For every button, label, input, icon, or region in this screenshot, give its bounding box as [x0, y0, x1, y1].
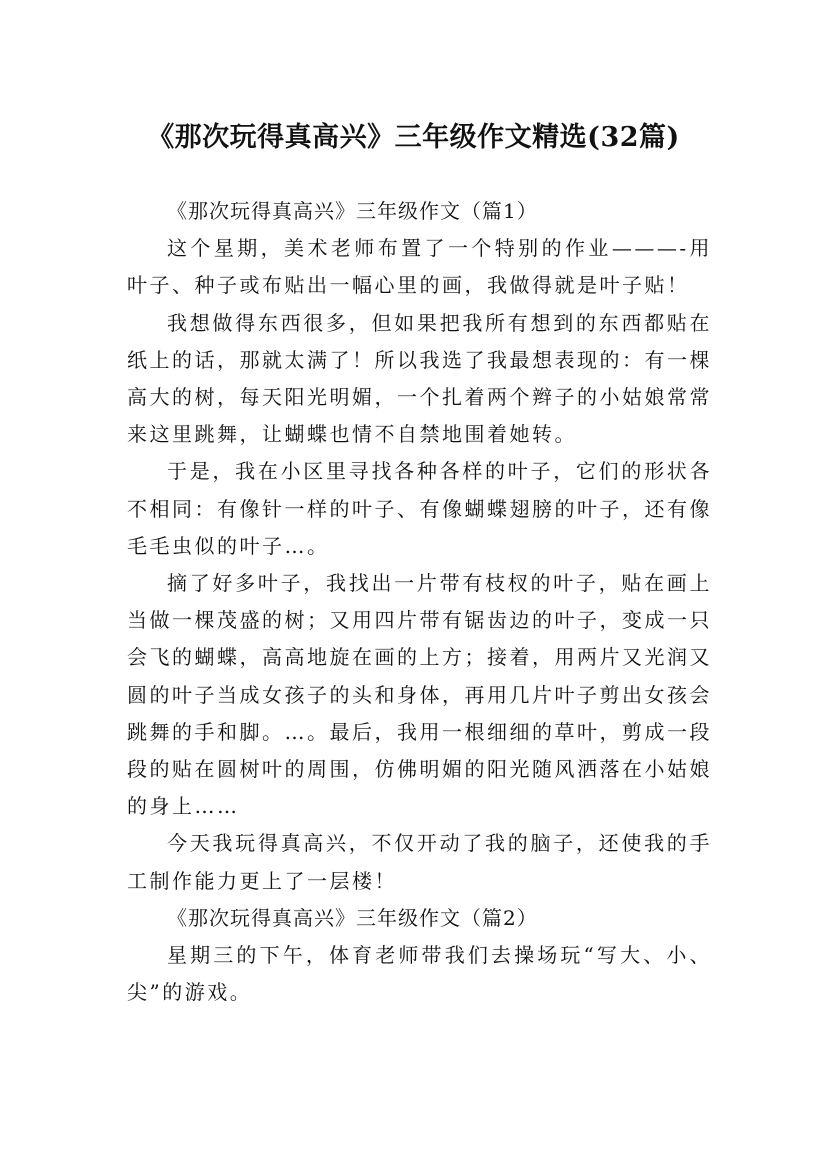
document-body	[127, 193, 712, 1011]
paragraph: 我想做得东西很多，但如果把我所有想到的东西都贴在纸上的话，那就太满了！所以我选了我最想表现的：有一棵高大的树，每天阳光明媚，一个扎着两个辫子的小姑娘常常来这里跳舞，让蝴蝶也情不自禁地围着她转。	[127, 310, 712, 447]
paragraph: 星期三的下午，体育老师带我们去操场玩“写大、小、尖”的游戏。	[127, 943, 712, 1005]
paragraph: 这个星期，美术老师布置了一个特别的作业———-用叶子、种子或布贴出一幅心里的画，我做得就是叶子贴！	[127, 236, 712, 298]
document-title: 《那次玩得真高兴》三年级作文精选(32篇)	[147, 122, 680, 154]
paragraph: 今天我玩得真高兴，不仅开动了我的脑子，还使我的手工制作能力更上了一层楼！	[127, 831, 712, 893]
essay-heading-2: 《那次玩得真高兴》三年级作文（篇2）	[167, 905, 538, 930]
paragraph: 摘了好多叶子，我找出一片带有枝杈的叶子，贴在画上当做一棵茂盛的树；又用四片带有锯齿边的叶子，变成一只会飞的蝴蝶，高高地旋在画的上方；接着，用两片又光润又圆的叶子当成女孩子的头和身体，再用几片叶子剪出女孩会跳舞的手和脚。…。最后，我用一根细细的草叶，剪成一段段的贴在圆树叶的周围，仿佛明媚的阳光随风洒落在小姑娘的身上……	[127, 571, 712, 819]
essay-heading-1: 《那次玩得真高兴》三年级作文（篇1）	[167, 199, 538, 223]
paragraph: 于是，我在小区里寻找各种各样的叶子，它们的形状各不相同：有像针一样的叶子、有像蝴蝶翅膀的叶子，还有像毛毛虫似的叶子…。	[127, 459, 712, 558]
